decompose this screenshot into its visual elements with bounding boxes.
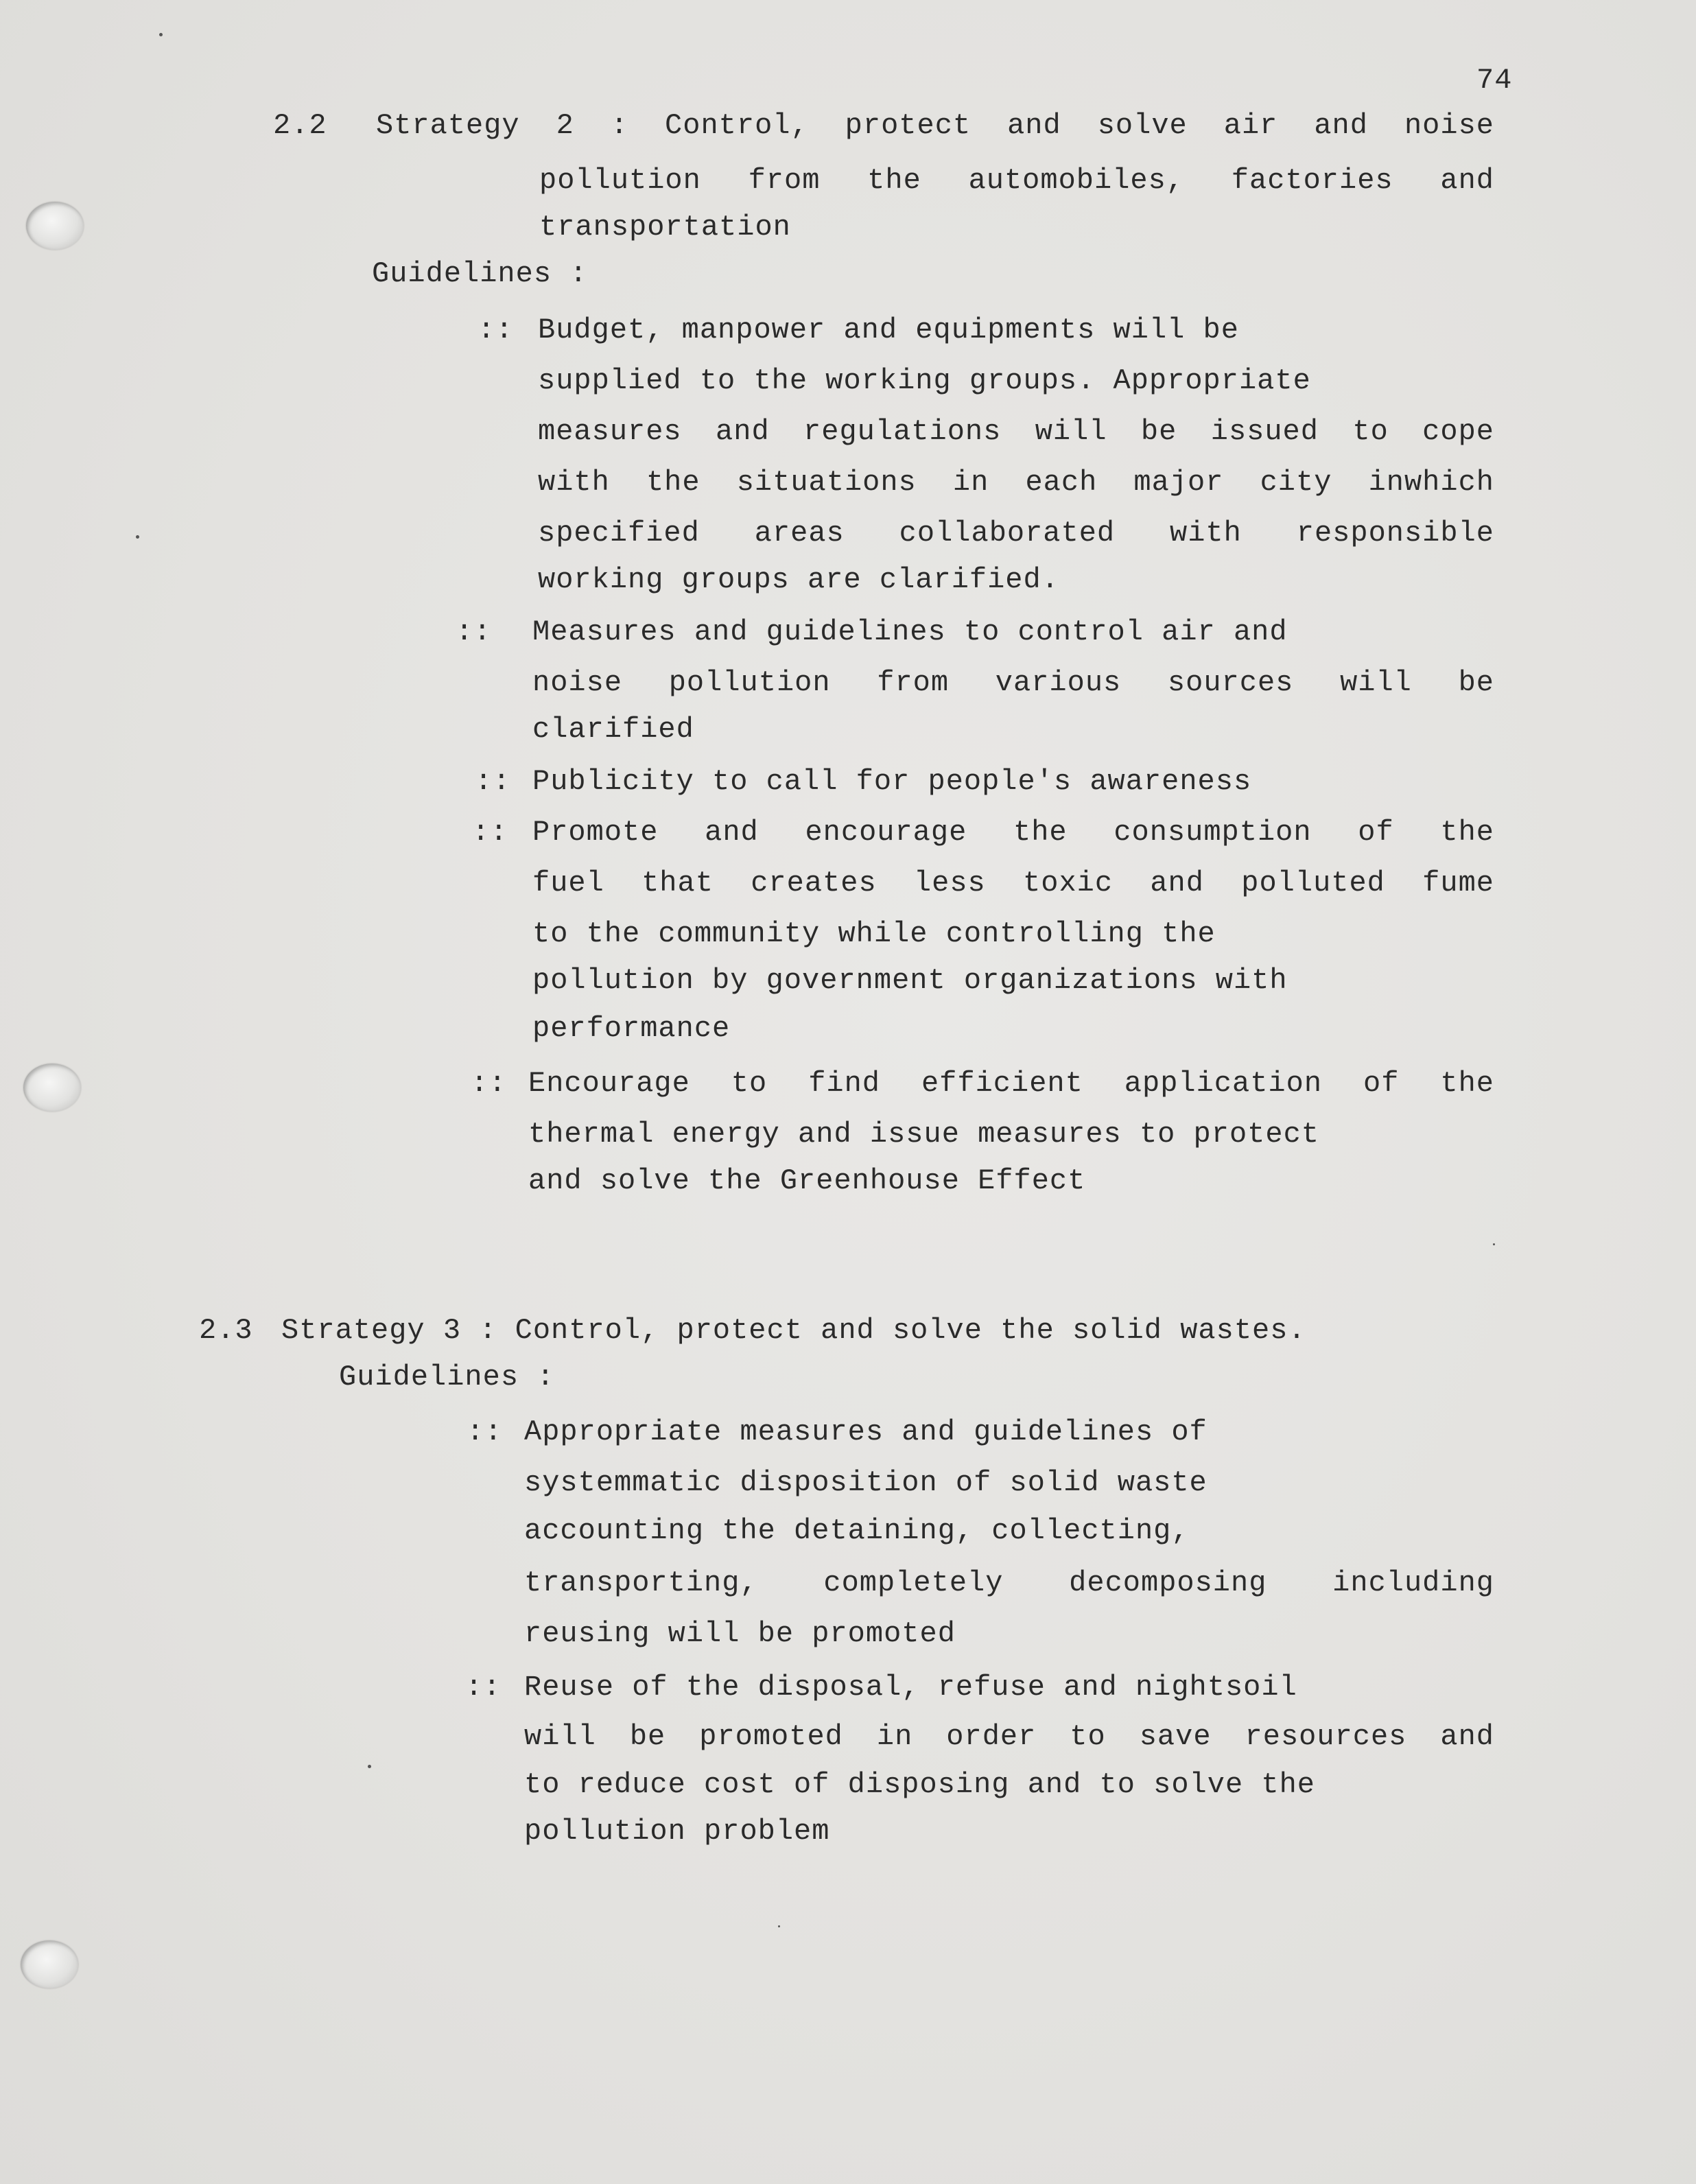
strategy2-number: 2.2: [273, 109, 327, 142]
strategy2-item-1-line-2: supplied to the working groups. Appropriate: [538, 364, 1311, 397]
strategy3-item-1-line-1: Appropriate measures and guidelines of: [524, 1416, 1208, 1448]
strategy2-item-4-line-3: to the community while controlling the: [532, 917, 1216, 950]
strategy3-title: Strategy 3 : Control, protect and solve the solid wastes.: [281, 1314, 1306, 1347]
paper-speck: [778, 1925, 780, 1927]
binder-hole-bottom: [21, 1940, 78, 1988]
strategy2-item-1-line-1: Budget, manpower and equipments will be: [538, 314, 1239, 347]
strategy2-item-2-line-1: Measures and guidelines to control air and: [532, 615, 1288, 648]
page-number: 74: [1476, 64, 1513, 97]
bullet-marker: ::: [467, 1416, 503, 1448]
strategy3-item-2-line-1: Reuse of the disposal, refuse and nightsoil: [524, 1671, 1297, 1704]
strategy2-item-5-line-3: and solve the Greenhouse Effect: [528, 1164, 1086, 1197]
strategy3-item-1-line-4: transporting, completely decomposing including: [524, 1566, 1494, 1599]
bullet-marker: ::: [471, 1067, 507, 1100]
paper-speck: [368, 1765, 371, 1768]
strategy2-title-line-1: Strategy 2 : Control, protect and solve air and noise: [376, 109, 1494, 142]
bullet-marker: ::: [456, 615, 492, 648]
strategy3-item-2-line-4: pollution problem: [524, 1815, 830, 1848]
strategy2-item-1-line-6: working groups are clarified.: [538, 563, 1059, 596]
paper-speck: [159, 33, 163, 36]
binder-hole-top: [26, 202, 84, 250]
binder-hole-middle: [23, 1064, 81, 1112]
strategy3-item-1-line-5: reusing will be promoted: [524, 1617, 956, 1650]
strategy2-item-3-line-1: Publicity to call for people's awareness: [532, 765, 1252, 798]
strategy2-guidelines-label: Guidelines :: [372, 257, 588, 290]
paper-speck: [136, 535, 139, 539]
strategy2-item-1-line-4: with the situations in each major city inwhich: [538, 466, 1494, 499]
strategy2-item-4-line-5: performance: [532, 1012, 731, 1045]
strategy3-item-2-line-2: will be promoted in order to save resources and: [524, 1720, 1494, 1753]
bullet-marker: ::: [478, 314, 514, 347]
strategy2-item-1-line-5: specified areas collaborated with responsible: [538, 517, 1494, 550]
paper-speck: [1493, 1243, 1495, 1245]
strategy3-item-1-line-2: systemmatic disposition of solid waste: [524, 1466, 1208, 1499]
strategy3-item-1-line-3: accounting the detaining, collecting,: [524, 1514, 1190, 1547]
strategy2-item-2-line-2: noise pollution from various sources will be: [532, 666, 1494, 699]
strategy2-item-2-line-3: clarified: [532, 713, 694, 746]
strategy2-title-line-2: pollution from the automobiles, factories and: [539, 164, 1494, 197]
strategy2-item-4-line-1: Promote and encourage the consumption of the: [532, 816, 1494, 849]
strategy2-item-5-line-2: thermal energy and issue measures to protect: [528, 1118, 1319, 1151]
strategy2-item-4-line-4: pollution by government organizations with: [532, 964, 1288, 997]
strategy2-title-line-3: transportation: [539, 211, 791, 244]
strategy2-item-1-line-3: measures and regulations will be issued to cope: [538, 415, 1494, 448]
strategy3-item-2-line-3: to reduce cost of disposing and to solve the: [524, 1768, 1315, 1801]
strategy3-guidelines-label: Guidelines :: [339, 1361, 555, 1394]
strategy3-number: 2.3: [199, 1314, 253, 1347]
strategy2-item-5-line-1: Encourage to find efficient application of the: [528, 1067, 1494, 1100]
bullet-marker: ::: [475, 765, 511, 798]
bullet-marker: ::: [472, 816, 508, 849]
strategy2-item-4-line-2: fuel that creates less toxic and polluted fume: [532, 867, 1494, 900]
bullet-marker: ::: [465, 1671, 502, 1704]
